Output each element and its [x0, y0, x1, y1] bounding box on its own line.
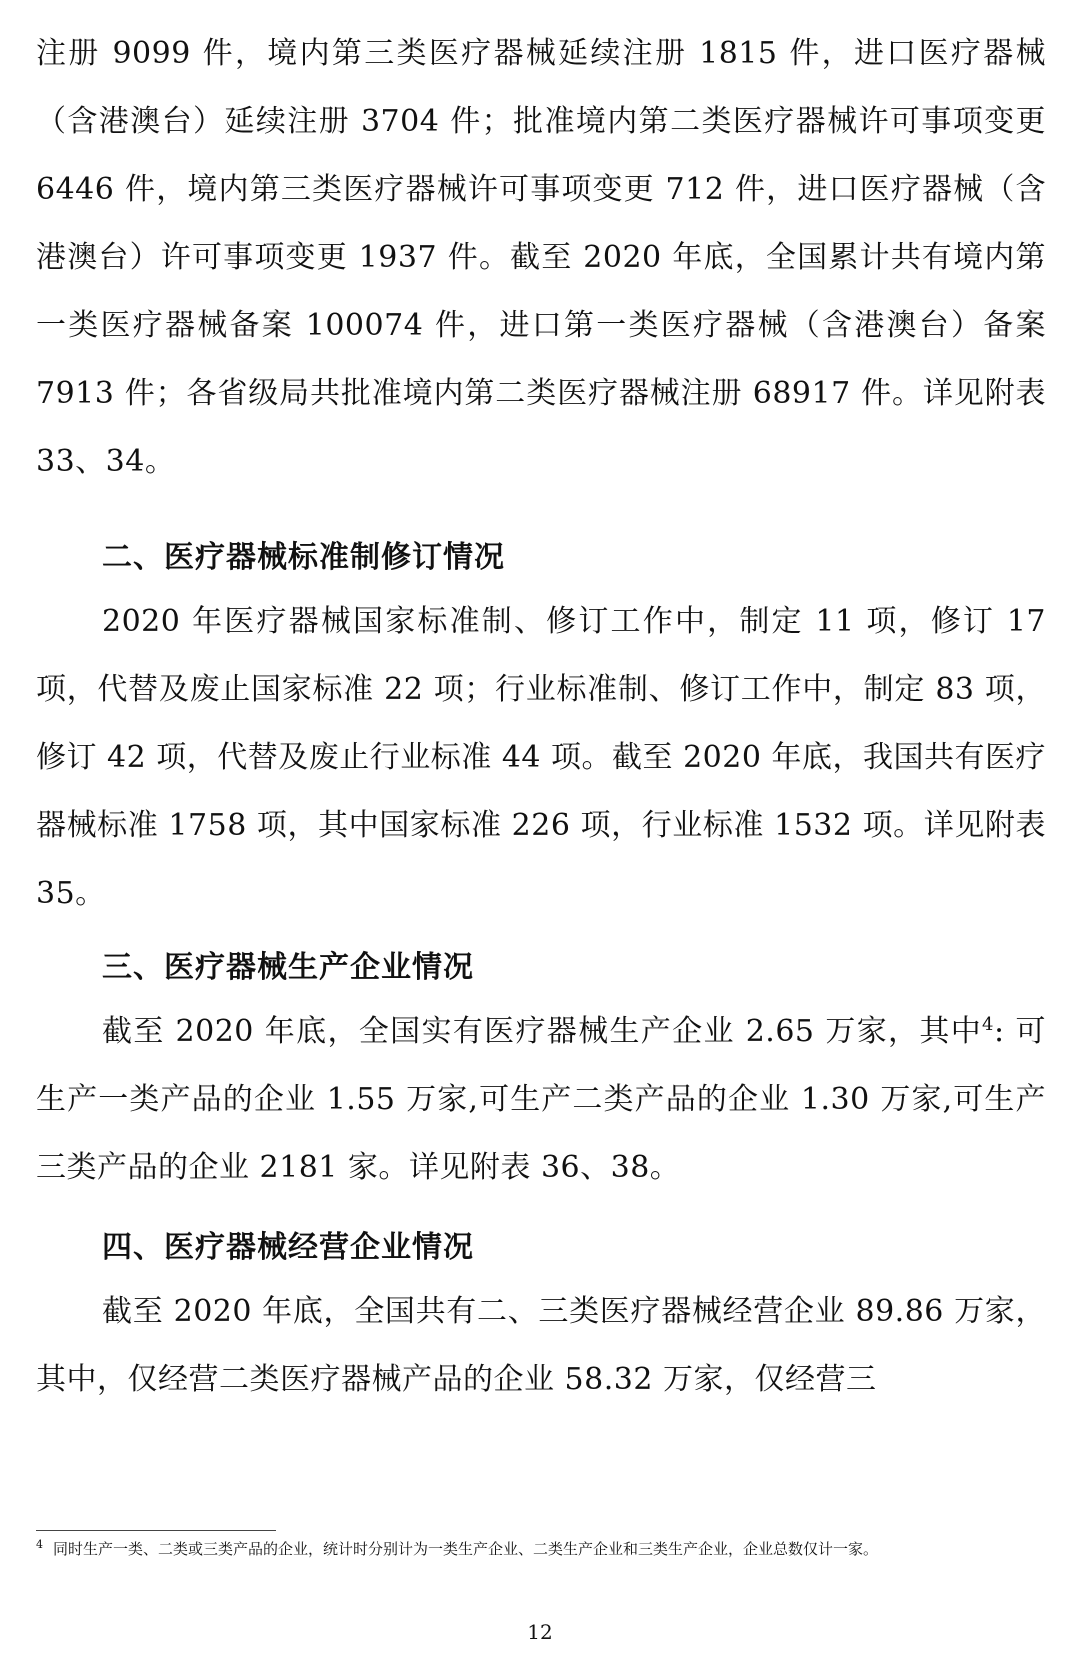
- footnote: [36, 1536, 1046, 1562]
- page-number: 12: [527, 1620, 553, 1644]
- footnote-text: 同时生产一类、二类或三类产品的企业，统计时分别计为一类生产企业、二类生产企业和三类生产企业，企业总数仅计一家。: [53, 1540, 879, 1558]
- heading-manufacturers: 三、医疗器械生产企业情况: [102, 950, 474, 985]
- manufacturers-text-after-note: : 可生产一类产品的企业 1.55 万家,可生产二类产品的企业 1.30 万家,可生产三类产品的企业 2181 家。详见附表 36、38。: [36, 1014, 1046, 1185]
- paragraph-distributors-stats: 截至 2020 年底，全国共有二、三类医疗器械经营企业 89.86 万家，其中，仅经营二类医疗器械产品的企业 58.32 万家，仅经营三: [36, 1294, 1046, 1397]
- paragraph-manufacturers-stats: [36, 998, 1046, 1202]
- paragraph-registration-stats: 注册 9099 件，境内第三类医疗器械延续注册 1815 件，进口医疗器械（含港澳台）延续注册 3704 件；批准境内第二类医疗器械许可事项变更 6446 件，境内第三类医疗器械许可事项变更 712 件，进口医疗器械（含港澳台）许可事项变更 1937 件。截至 2020 年底，全国累计共有境内第一类医疗器械备案 100074 件，进口第一类医疗器械（含港澳台）备案 7913 件；各省级局共批准境内第二类医疗器械注册 68917 件。详见附表 33、34。: [36, 36, 1046, 479]
- footnote-reference-mark: 4: [982, 1014, 994, 1035]
- manufacturers-text-before-note: 截至 2020 年底，全国实有医疗器械生产企业 2.65 万家，其中: [102, 1014, 983, 1049]
- heading-distributors: 四、医疗器械经营企业情况: [102, 1230, 474, 1265]
- footnote-mark: 4: [36, 1538, 43, 1551]
- footnote-divider: [36, 1530, 276, 1531]
- paragraph-standards-stats: 2020 年医疗器械国家标准制、修订工作中，制定 11 项，修订 17 项，代替及废止国家标准 22 项；行业标准制、修订工作中，制定 83 项，修订 42 项，代替及废止行业标准 44 项。截至 2020 年底，我国共有医疗器械标准 1758 项，其中国家标准 226 项，行业标准 1532 项。详见附表 35。: [36, 604, 1046, 911]
- heading-standards: 二、医疗器械标准制修订情况: [102, 540, 505, 575]
